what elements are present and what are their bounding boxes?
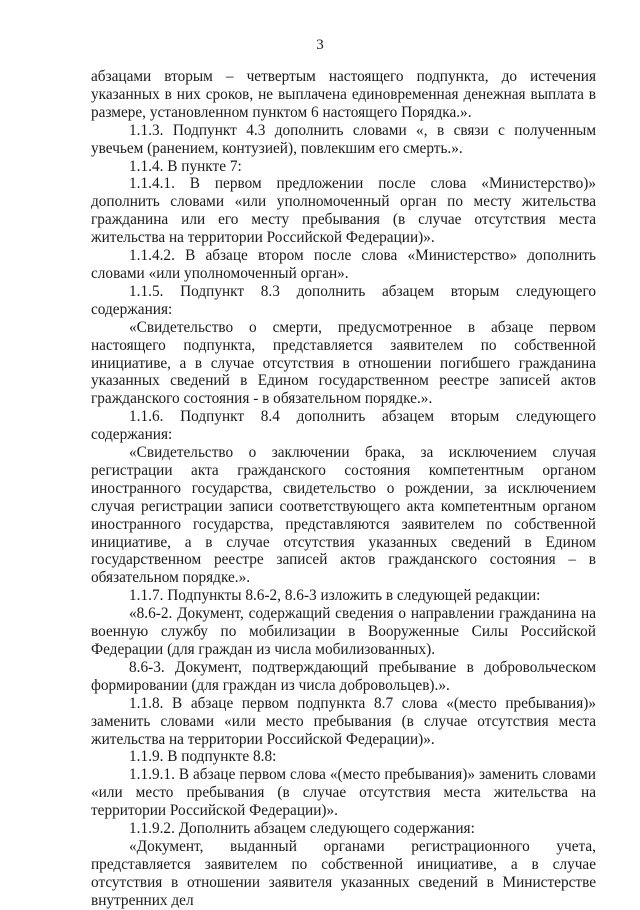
paragraph-1-1-4: 1.1.4. В пункте 7: xyxy=(129,157,242,175)
paragraph-1-1-5: 1.1.5. Подпункт 8.3 дополнить абзацем вторым следующего содержания: xyxy=(91,282,596,318)
paragraph-quote-death-certificate: «Свидетельство о смерти, предусмотренное в абзаце первом настоящего подпункта, представляется заявителем по собственной инициативе, а в случае отсутствия в отношении погибшего гражданина указанных сведений в Едином государственном реестре записей актов гражданского состояния - в обязательном порядке.». xyxy=(91,318,596,408)
paragraph-1-1-9-2: 1.1.9.2. Дополнить абзацем следующего содержания: xyxy=(129,820,475,838)
paragraph-1-1-4-1: 1.1.4.1. В первом предложении после слова «Министерство)» дополнить словами «или уполномоченный орган по месту жительства гражданина или его месту пребывания (в случае отсутствия места жительства на территории Российской Федерации)». xyxy=(91,175,596,247)
page-number: 3 xyxy=(316,37,324,53)
paragraph-quote-registration-document: «Документ, выданный органами регистрационного учета, представляется заявителем по собственной инициативе, а в случае отсутствия в отношении заявителя указанных сведений в Министерстве внутренних дел xyxy=(91,837,596,909)
paragraph-1-1-6: 1.1.6. Подпункт 8.4 дополнить абзацем вторым следующего содержания: xyxy=(91,408,596,444)
paragraph-1-1-7: 1.1.7. Подпункты 8.6-2, 8.6-3 изложить в следующей редакции: xyxy=(129,587,541,605)
document-body xyxy=(91,68,596,910)
paragraph-1-1-4-2: 1.1.4.2. В абзаце втором после слова «Министерство» дополнить словами «или уполномоченный орган». xyxy=(91,247,596,282)
paragraph-1-1-9: 1.1.9. В подпункте 8.8: xyxy=(129,748,277,766)
paragraph-quote-8-6-2: «8.6-2. Документ, содержащий сведения о направлении гражданина на военную службу по мобилизации в Вооруженные Силы Российской Федерации (для граждан из числа мобилизованных). xyxy=(91,605,596,658)
paragraph-continuation: абзацами вторым – четвертым настоящего подпункта, до истечения указанных в них сроков, не выплачена единовременная денежная выплата в размере, установленном пунктом 6 настоящего Порядка.». xyxy=(91,68,596,121)
paragraph-1-1-8: 1.1.8. В абзаце первом подпункта 8.7 слова «(место пребывания)» заменить словами «или место пребывания (в случае отсутствия места жительства на территории Российской Федерации)». xyxy=(91,694,596,748)
paragraph-quote-marriage-certificate: «Свидетельство о заключении брака, за исключением случая регистрации акта гражданского состояния компетентным органом иностранного государства, свидетельство о рождении, за исключением случая регистрации записи соответствующего акта компетентным органом иностранного государства, представляются заявителем по собственной инициативе, а в случае отсутствия указанных сведений в Едином государственном реестре записей актов гражданского состояния – в обязательном порядке.». xyxy=(91,444,596,587)
paragraph-quote-8-6-3: 8.6-3. Документ, подтверждающий пребывание в добровольческом формировании (для граждан из числа добровольцев).». xyxy=(91,658,596,694)
paragraph-1-1-3: 1.1.3. Подпункт 4.3 дополнить словами «, в связи с полученным увечьем (ранением, контузией), повлекшим его смерть.». xyxy=(91,121,596,157)
paragraph-1-1-9-1: 1.1.9.1. В абзаце первом слова «(место пребывания)» заменить словами «или место пребывания (в случае отсутствия места жительства на территории Российской Федерации)». xyxy=(91,766,596,820)
